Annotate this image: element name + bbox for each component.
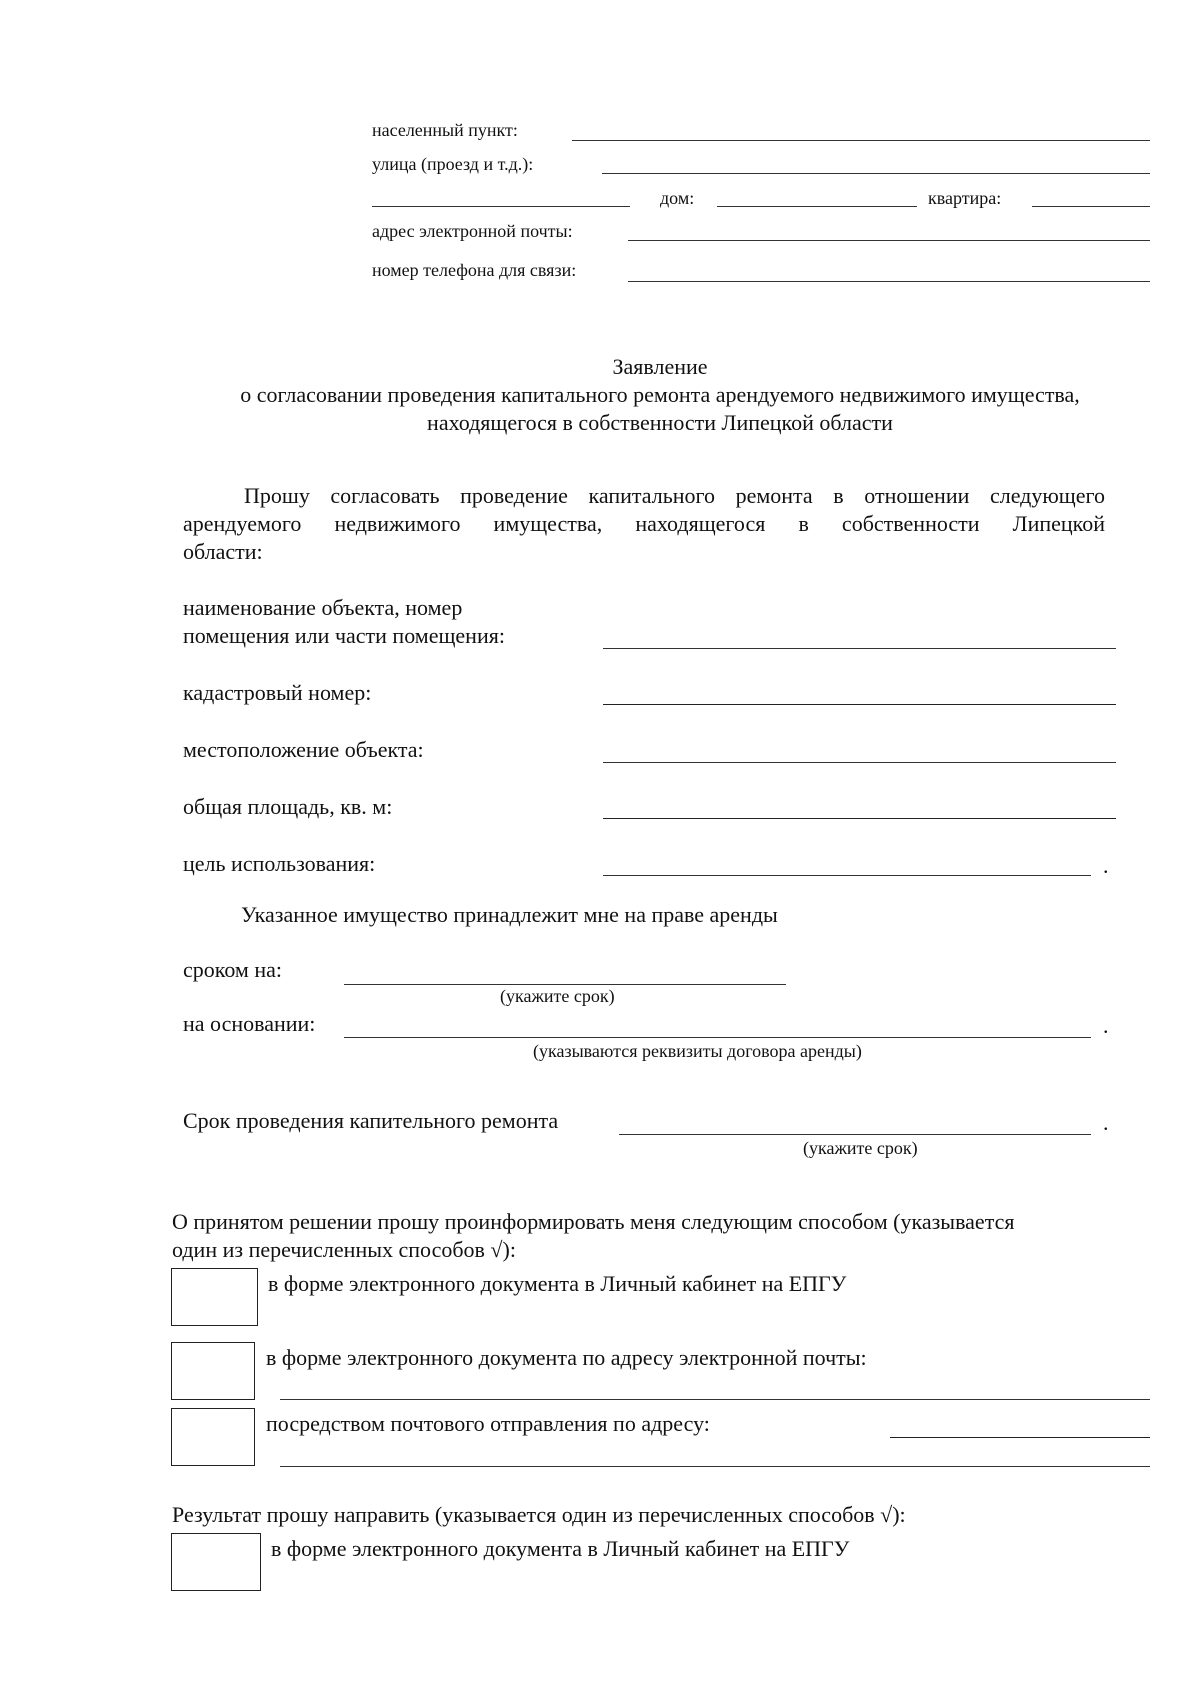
house-field[interactable] — [717, 206, 917, 207]
lease-term-hint: (укажите срок) — [500, 986, 615, 1006]
document-subtitle-line-1: о согласовании проведения капитального ремонта арендуемого недвижимого имущества, — [240, 382, 1080, 407]
cadastral-field[interactable] — [603, 704, 1116, 705]
lease-basis-hint: (указываются реквизиты договора аренды) — [533, 1041, 862, 1061]
street-label: улица (проезд и т.д.): — [372, 154, 534, 174]
intro-line-1: Прошу согласовать проведение капитального ремонта в отношении следующего — [244, 483, 1105, 508]
settlement-label: населенный пункт: — [372, 120, 518, 140]
lease-basis-field[interactable] — [344, 1037, 1091, 1038]
street-extra-field[interactable] — [372, 206, 630, 207]
notify-option-epgu-checkbox[interactable] — [171, 1268, 258, 1326]
location-field[interactable] — [603, 762, 1116, 763]
email-field[interactable] — [628, 240, 1150, 241]
cadastral-label: кадастровый номер: — [183, 680, 372, 705]
street-field[interactable] — [602, 173, 1150, 174]
house-label: дом: — [660, 188, 695, 208]
result-option-epgu-checkbox[interactable] — [171, 1533, 261, 1591]
lease-term-label: сроком на: — [183, 957, 282, 982]
purpose-period: . — [1103, 853, 1109, 878]
repair-term-hint: (укажите срок) — [803, 1138, 918, 1158]
document-title: Заявление — [612, 354, 708, 379]
object-name-label-line-2: помещения или части помещения: — [183, 623, 505, 648]
settlement-field[interactable] — [572, 140, 1150, 141]
repair-term-period: . — [1103, 1110, 1109, 1135]
notify-option-post-label: посредством почтового отправления по адресу: — [266, 1411, 710, 1436]
notify-option-epgu-label: в форме электронного документа в Личный кабинет на ЕПГУ — [268, 1271, 847, 1296]
notify-post-address-field[interactable] — [890, 1437, 1150, 1438]
email-label: адрес электронной почты: — [372, 221, 573, 241]
lease-basis-period: . — [1103, 1013, 1109, 1038]
result-line: Результат прошу направить (указывается один из перечисленных способов √): — [172, 1502, 906, 1527]
notify-option-email-label: в форме электронного документа по адресу электронной почты: — [266, 1345, 867, 1370]
area-label: общая площадь, кв. м: — [183, 794, 393, 819]
phone-label: номер телефона для связи: — [372, 260, 577, 280]
notify-email-field[interactable] — [280, 1399, 1150, 1400]
notify-line-1: О принятом решении прошу проинформировать меня следующим способом (указывается — [172, 1209, 1015, 1234]
object-name-field[interactable] — [603, 648, 1116, 649]
notify-line-2: один из перечисленных способов √): — [172, 1237, 516, 1262]
apartment-label: квартира: — [928, 188, 1002, 208]
area-field[interactable] — [603, 818, 1116, 819]
apartment-field[interactable] — [1032, 206, 1150, 207]
intro-line-3: области: — [183, 539, 263, 564]
result-option-epgu-label: в форме электронного документа в Личный кабинет на ЕПГУ — [271, 1536, 850, 1561]
repair-term-field[interactable] — [619, 1134, 1091, 1135]
intro-paragraph — [183, 482, 1105, 566]
purpose-label: цель использования: — [183, 851, 376, 876]
phone-field[interactable] — [628, 281, 1150, 282]
purpose-field[interactable] — [603, 875, 1091, 876]
intro-line-2: арендуемого недвижимого имущества, находящегося в собственности Липецкой — [183, 511, 1105, 536]
repair-term-label: Срок проведения капительного ремонта — [183, 1108, 559, 1133]
document-subtitle-line-2: находящегося в собственности Липецкой области — [427, 410, 893, 435]
lease-statement: Указанное имущество принадлежит мне на праве аренды — [241, 902, 778, 927]
object-name-label-line-1: наименование объекта, номер — [183, 595, 463, 620]
location-label: местоположение объекта: — [183, 737, 424, 762]
lease-basis-label: на основании: — [183, 1011, 316, 1036]
notify-option-post-checkbox[interactable] — [171, 1408, 255, 1466]
notify-option-email-checkbox[interactable] — [171, 1342, 255, 1400]
notify-post-address-field-2[interactable] — [280, 1466, 1150, 1467]
